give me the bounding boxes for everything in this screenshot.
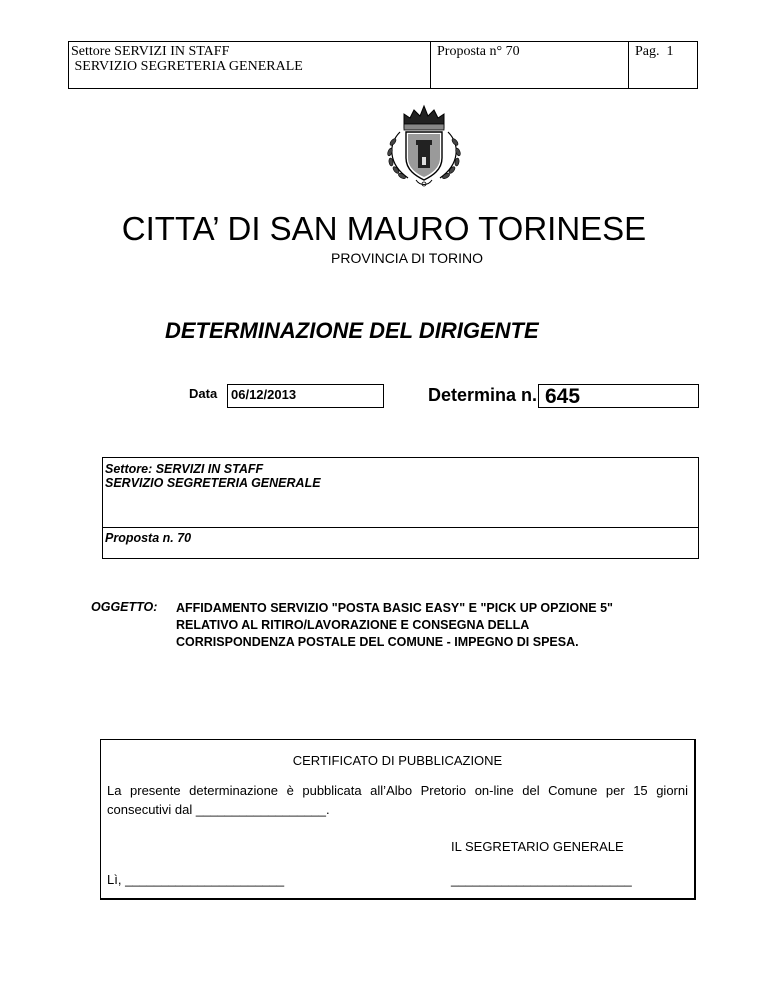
header-proposal-cell: [431, 42, 629, 88]
number-value: 645: [545, 385, 581, 408]
header-proposal: Proposta n° 70: [437, 44, 520, 59]
subject-text: [176, 600, 696, 651]
subject-line1: AFFIDAMENTO SERVIZIO "POSTA BASIC EASY" E "PICK UP OPZIONE 5": [176, 601, 613, 615]
header-sector-cell: [69, 42, 431, 88]
date-field: [227, 384, 384, 408]
subject-line3: CORRISPONDENZA POSTALE DEL COMUNE - IMPEGNO DI SPESA.: [176, 635, 579, 649]
date-value: 06/12/2013: [231, 387, 297, 402]
certificate-signature-line: _________________________: [451, 872, 632, 887]
header-sector-line2: SERVIZIO SEGRETERIA GENERALE: [71, 59, 303, 74]
header-page: Pag. 1: [635, 44, 674, 59]
certificate-place: Lì, ______________________: [107, 872, 285, 887]
number-field: [538, 384, 699, 408]
date-label: Data: [189, 386, 218, 401]
certificate-body-line1: La presente determinazione è pubblicata all’Albo Pretorio on-line del Comune per 15 giorni: [107, 783, 688, 798]
sector-box-proposal: Proposta n. 70: [105, 531, 192, 545]
header-sector-line1: Settore SERVIZI IN STAFF: [71, 44, 230, 59]
certificate-body-line2: consecutivi dal __________________.: [107, 802, 330, 817]
subject-line2: RELATIVO AL RITIRO/LAVORAZIONE E CONSEGNA DELLA: [176, 618, 530, 632]
document-type-heading: DETERMINAZIONE DEL DIRIGENTE: [165, 318, 539, 343]
certificate-signer: IL SEGRETARIO GENERALE: [451, 839, 624, 854]
sector-box: [102, 457, 699, 559]
page-title: CITTA’ DI SAN MAURO TORINESE: [121, 210, 647, 247]
header-table: [68, 41, 698, 89]
subject-label: OGGETTO:: [91, 600, 158, 614]
province-subtitle: PROVINCIA DI TORINO: [331, 250, 483, 266]
publication-certificate: [100, 739, 696, 900]
sector-box-header: [103, 458, 698, 528]
coat-of-arms-emblem: [378, 102, 470, 190]
header-page-cell: [629, 42, 697, 88]
number-label: Determina n.: [428, 385, 538, 405]
certificate-title: CERTIFICATO DI PUBBLICAZIONE: [292, 753, 503, 768]
sector-box-line1: Settore: SERVIZI IN STAFF: [105, 462, 264, 476]
sector-box-line2: SERVIZIO SEGRETERIA GENERALE: [105, 476, 321, 490]
